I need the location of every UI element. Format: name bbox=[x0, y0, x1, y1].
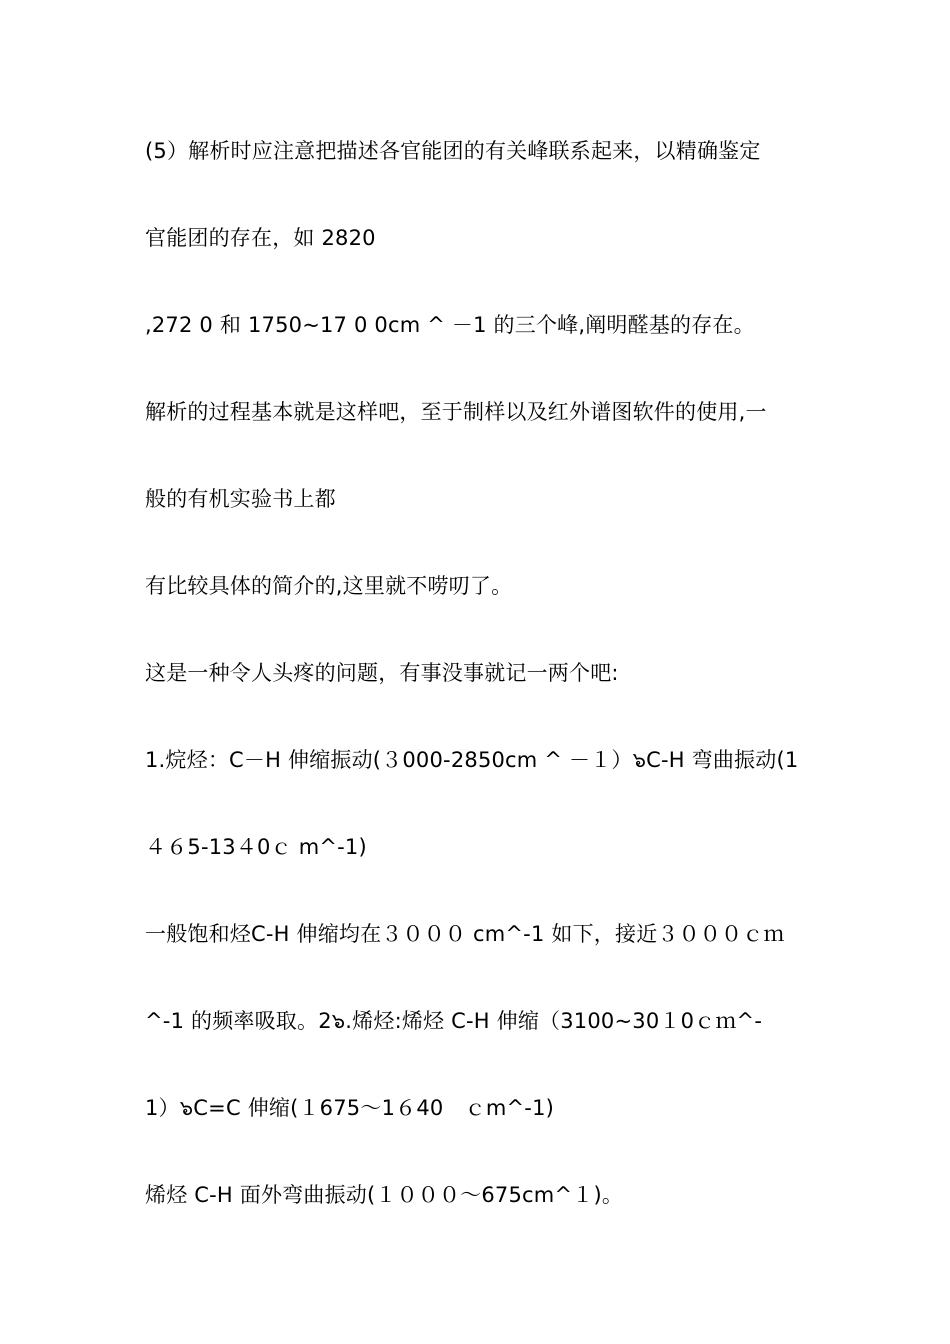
text-line: 烯烃 C-H 面外弯曲振动(１０００～675cm^１)。 bbox=[145, 1183, 624, 1207]
text-line: 有比较具体的简介的,这里就不唠叨了。 bbox=[145, 574, 513, 598]
text-line: 官能团的存在，如 2820 bbox=[145, 226, 376, 250]
text-line: ４６5-13４0ｃ m^-1) bbox=[145, 835, 367, 859]
text-line: 1）๖C=C 伸缩(１675～1６40 ｃm^-1) bbox=[145, 1096, 555, 1120]
text-line: 一般饱和烃C-H 伸缩均在３０００ cm^-1 如下，接近３０００ｃｍ bbox=[145, 922, 785, 946]
text-line: 1.烷烃：C－H 伸缩振动(３000-2850cm ^ －１）๖C-H 弯曲振动(1 bbox=[145, 748, 799, 772]
text-line: 解析的过程基本就是这样吧，至于制样以及红外谱图软件的使用,一 bbox=[145, 400, 767, 424]
text-line: 般的有机实验书上都 bbox=[145, 487, 336, 511]
text-line: 这是一种令人头疼的问题，有事没事就记一两个吧: bbox=[145, 661, 619, 685]
text-line: ^-1 的频率吸取。2๖.烯烃:烯烃 C-H 伸缩（3100~30１0ｃｍ^- bbox=[145, 1009, 763, 1033]
text-line: ,272 0 和 1750~17 0 0cm ^ －1 的三个峰,阐明醛基的存在。 bbox=[145, 313, 755, 337]
text-line: (5）解析时应注意把描述各官能团的有关峰联系起来，以精确鉴定 bbox=[145, 139, 761, 163]
